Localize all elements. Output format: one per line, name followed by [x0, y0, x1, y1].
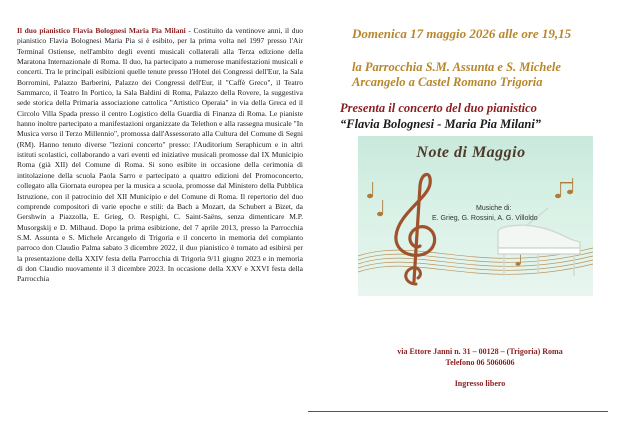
event-announcement [318, 0, 623, 446]
bottom-divider [308, 411, 608, 412]
event-date: Domenica 17 maggio 2026 alle ore 19,15 [352, 26, 572, 41]
composers-list: E. Grieg, G. Rossini, A. G. Villoldo [432, 215, 538, 222]
parish-name-line2: Arcangelo a Castel Romano Trigoria [352, 75, 543, 89]
venue-address: via Ettore Janni n. 31 – 00128 – (Trigoria) Roma [397, 347, 563, 356]
venue-phone: Telefono 06 5060606 [445, 358, 515, 367]
duo-name: “Flavia Bolognesi - Maria Pia Milani” [340, 117, 542, 131]
composers-label: Musiche di: [476, 205, 512, 212]
parish-name-line1: la Parrocchia S.M. Assunta e S. Michele [352, 60, 561, 74]
poster-title: Note di Maggio [416, 144, 526, 161]
concert-poster [358, 136, 593, 296]
biography-text [17, 26, 303, 285]
biography-body: - Costituito da ventinove anni, il duo pianistico Flavia Bolognesi Maria Pia si è esibito, per la prima volta nel 1997 presso l'Air Terminal Ostiense, nell'ambito degli eventi musicali collaterali alla Terza edizione della Maratona Internazionale di Roma. Il duo, ha partecipato a numerose manifestazioni musicali e concerti. Tra le principali esibizioni quelle tenute presso l'Hotel dei Congressi dell'Eur, la Sala Borromini, Palazzo Barberini, Palazzo dei Congressi dell'Eur, il "Caffè Greco", il Teatro Sammarco, il Teatro In Portico, la Sala Baldini di Roma, Palazzo della Rovere, la suggestiva sede storica della Primaria associazione cattolica "Artistico Operaia" in via della Greca ed il Circolo Villa Spada presso il centro Logistico della Guardia di Finanza di Roma. Le pianiste hanno inoltre partecipato a manifestazioni organizzate da Telethon e alla rassegna musicale "In Musica verso il Terzo Millennio", promossa dall'Assessorato alla Cultura del Comune di Segni (RM). Hanno tenuto diverse "lezioni concerto" presso: l'Auditorium Seraphicum e in altri istituti scolastici, collaborando a vari eventi ed iniziative musicali promosse dal IX Municipio Roma (già XII) del Comune di Roma. Si sono esibite in occasione della cerimonia di intitolazione della scuola Paola Sarro e partecipato a quattro edizioni del Promoconcerto, collegato alla Giornata europea per la musica a scuola, promosse dal Ministero della Pubblica Istruzione, con il patrocinio del XII Municipio e del Comune di Roma. Il repertorio del duo comprende compositori di varie epoche e stili: da Bach a Mozart, da Schubert a Bizet, da Gershwin a Piazzolla, E. Grieg, O. Respighi, C. Saint-Saëns, senza dimenticare M.P. Musorgskij e D. Milhaud. Dopo la prima esibizione, del 7 aprile 2013, presso la Parrocchia S.M. Assunta e S. Michele Arcangelo di Trigoria e il concerto in memoria del compianto parroco don Claudio Palma sabato 3 dicembre 2022, il duo pianistico è tornato ad esibirsi per la presentazione della XXIV festa della Parrocchia di Trigoria 9/11 giugno 2023 e in memoria di don Claudio nuovamente il 3 dicembre 2023. In occasione della XXV e XXVI festa della Parrocchia [17, 26, 303, 284]
admission-note: Ingresso libero [454, 379, 506, 388]
treble-clef-icon [396, 174, 435, 284]
concert-presentation: Presenta il concerto del duo pianistico [340, 101, 537, 115]
biography-lead: Il duo pianistico Flavia Bolognesi Maria Pia Milani [17, 26, 186, 35]
